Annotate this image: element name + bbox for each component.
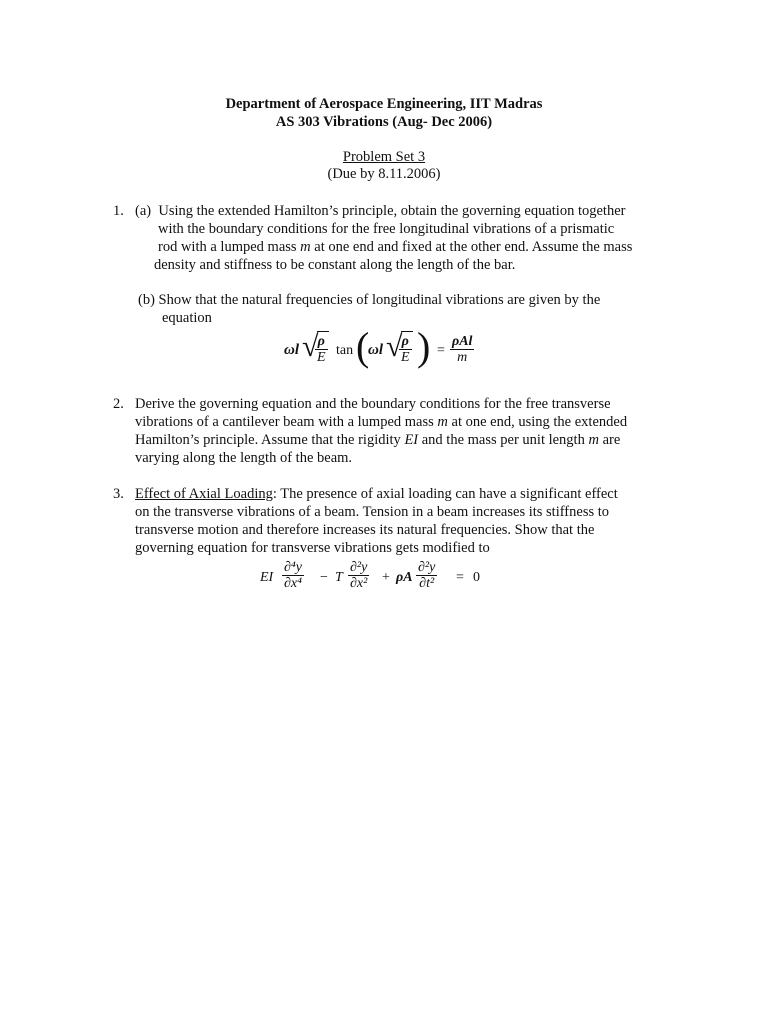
q1b-line-2: equation bbox=[162, 310, 212, 326]
q3-line-3: transverse motion and therefore increases its natural frequencies. Show that the bbox=[135, 522, 595, 538]
due-date: (Due by 8.11.2006) bbox=[327, 166, 441, 182]
q1a-line-2: with the boundary conditions for the free longitudinal vibrations of a prismatic bbox=[158, 221, 615, 237]
q1a-line-4: density and stiffness to be constant along the length of the bar. bbox=[154, 257, 516, 273]
q2-line-2: vibrations of a cantilever beam with a lumped mass m at one end, using the extended bbox=[135, 414, 628, 430]
q1b-line-1: (b) Show that the natural frequencies of longitudinal vibrations are given by the bbox=[138, 292, 601, 308]
q3-line-2: on the transverse vibrations of a beam. Tension in a beam increases its stiffness to bbox=[135, 504, 610, 520]
axial-load-equation: EI $\frac{\text{∂⁴y}}{\text{∂x⁴}}$ − T $\frac{\text{∂²y}}{\text{∂x²}}$ + ρA $\frac{\text{∂²y}}{\text{∂t²}}$ = 0 bbox=[260, 560, 480, 591]
q3-title: Effect of Axial Loading bbox=[135, 486, 273, 502]
frequency-equation: ωl √ $\frac{\rho}{E}$ tan ( ωl √ $\frac{\rho}{E}$ ) = ρAl m bbox=[284, 324, 473, 369]
problem-set-title: Problem Set 3 bbox=[342, 149, 426, 165]
course-title: AS 303 Vibrations (Aug- Dec 2006) bbox=[275, 114, 493, 130]
q1-number: 1. bbox=[113, 203, 124, 219]
q3-number: 3. bbox=[113, 486, 124, 502]
q2-line-3: Hamilton’s principle. Assume that the rigidity EI and the mass per unit length m are bbox=[135, 432, 621, 448]
q2-number: 2. bbox=[113, 396, 124, 412]
department-title: Department of Aerospace Engineering, IIT Madras bbox=[225, 96, 543, 112]
q2-line-1: Derive the governing equation and the boundary conditions for the free transverse bbox=[135, 396, 611, 412]
q3-line-1: Effect of Axial Loading: The presence of axial loading can have a significant effect bbox=[135, 486, 618, 502]
q2-line-4: varying along the length of the beam. bbox=[135, 450, 353, 466]
q1a-line-1: (a) Using the extended Hamilton’s principle, obtain the governing equation together bbox=[135, 203, 626, 219]
q1a-line-3: rod with a lumped mass m at one end and fixed at the other end. Assume the mass bbox=[158, 239, 633, 255]
q3-line-4: governing equation for transverse vibrations gets modified to bbox=[135, 540, 490, 556]
